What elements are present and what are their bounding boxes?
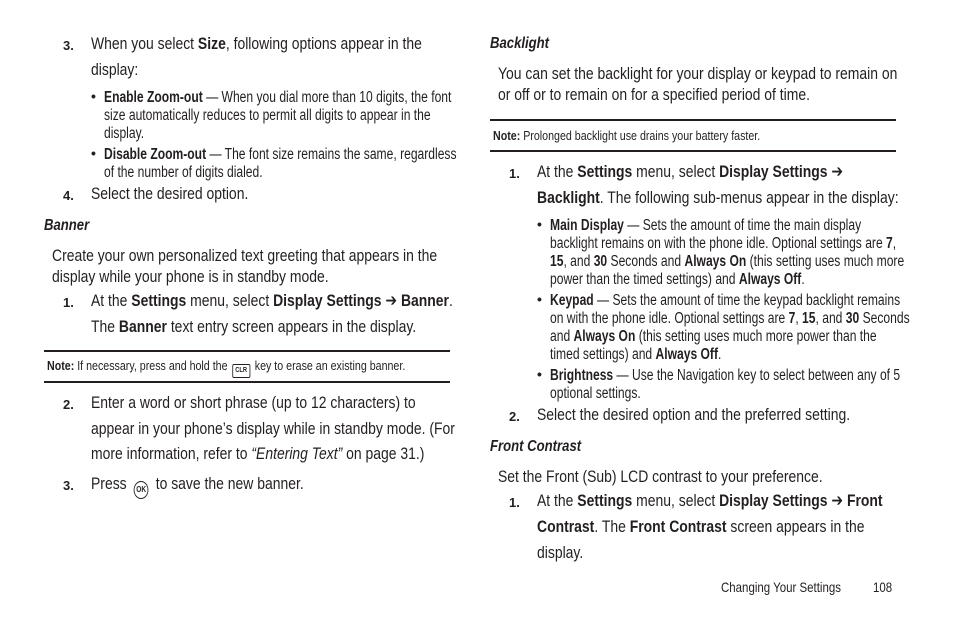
note-top-rule xyxy=(490,119,896,121)
bullet-dot: • xyxy=(537,366,542,382)
step-text: When you select Size, following options appear in the xyxy=(91,34,422,53)
bullet-enable-zoom-out: Enable Zoom-out — When you dial more than 10 digits, the font size automatically reduces to permit all digits to appear in the display. xyxy=(104,89,452,142)
front-contrast-description: Set the Front (Sub) LCD contrast to your preference. xyxy=(498,467,823,486)
step-text-cont: appear in your phone’s display while in standby mode. (For xyxy=(91,419,455,438)
bullet-dot: • xyxy=(537,216,542,232)
step-number: 3. xyxy=(63,38,74,53)
note-top-rule xyxy=(44,350,450,352)
step-text-cont: Backlight. The following sub-menus appear in the display: xyxy=(537,188,899,207)
step-text: Press OK to save the new banner. xyxy=(91,471,350,499)
backlight-description: You can set the backlight for your display or keypad to remain on or off or to remain on for a specified period of time. xyxy=(498,64,898,104)
step-number: 1. xyxy=(63,295,74,310)
page-number: 108 xyxy=(873,579,893,595)
step-text-cont: more information, refer to “Entering Text” on page 31.) xyxy=(91,444,425,463)
link-entering-text[interactable]: “Entering Text” xyxy=(251,444,343,463)
step-text-cont: display. xyxy=(537,543,584,562)
section-heading-backlight: Backlight xyxy=(490,35,550,52)
step-text: Enter a word or short phrase (up to 12 characters) to xyxy=(91,393,416,412)
step-number: 2. xyxy=(63,397,74,412)
bullet-dot: • xyxy=(537,291,542,307)
note-erase-banner: Note: If necessary, press and hold the CLR key to erase an existing banner. xyxy=(47,358,484,378)
note-battery: Note: Prolonged backlight use drains your battery faster. xyxy=(493,128,761,143)
step-text: At the Settings menu, select Display Settings ➔ xyxy=(537,162,844,181)
step-text-cont: display: xyxy=(91,60,139,79)
step-text: At the Settings menu, select Display Settings ➔ Banner. xyxy=(91,291,453,310)
step-text: Select the desired option. xyxy=(91,184,249,203)
section-heading-banner: Banner xyxy=(44,217,90,234)
bullet-keypad: Keypad — Sets the amount of time the keypad backlight remains on with the phone idle. Optional settings are 7, 15, and 30 Seconds and Always On (this setting uses much more power than the timed settings) and Always Off. xyxy=(550,292,910,363)
bullet-dot: • xyxy=(91,145,96,161)
bullet-brightness: Brightness — Use the Navigation key to select between any of 5 optional settings. xyxy=(550,367,901,402)
step-text: At the Settings menu, select Display Settings ➔ Front xyxy=(537,491,883,510)
step-text: Select the desired option and the preferred setting. xyxy=(537,405,851,424)
bullet-dot: • xyxy=(91,88,96,104)
step-text-cont: Contrast. The Front Contrast screen appears in the xyxy=(537,517,865,536)
ok-key-icon: OK xyxy=(134,481,149,499)
banner-description: Create your own personalized text greeting that appears in the display while your phone is in standby mode. xyxy=(52,246,438,286)
step-number: 1. xyxy=(509,166,520,181)
step-number: 1. xyxy=(509,495,520,510)
footer-section-title: Changing Your Settings xyxy=(721,579,842,595)
bullet-disable-zoom-out: Disable Zoom-out — The font size remains the same, regardless of the number of digits dialed. xyxy=(104,146,457,181)
step-number: 3. xyxy=(63,478,74,493)
note-bottom-rule xyxy=(490,150,896,152)
bullet-main-display: Main Display — Sets the amount of time the main display backlight remains on with the phone idle. Optional settings are 7, 15, and 30 Seconds and Always On (this setting uses much more power than the timed settings) and Always Off. xyxy=(550,217,905,288)
section-heading-front-contrast: Front Contrast xyxy=(490,438,582,455)
step-text-cont: The Banner text entry screen appears in the display. xyxy=(91,317,417,336)
clr-key-icon: CLR xyxy=(232,364,250,378)
step-number: 2. xyxy=(509,409,520,424)
note-bottom-rule xyxy=(44,381,450,383)
step-number: 4. xyxy=(63,188,74,203)
